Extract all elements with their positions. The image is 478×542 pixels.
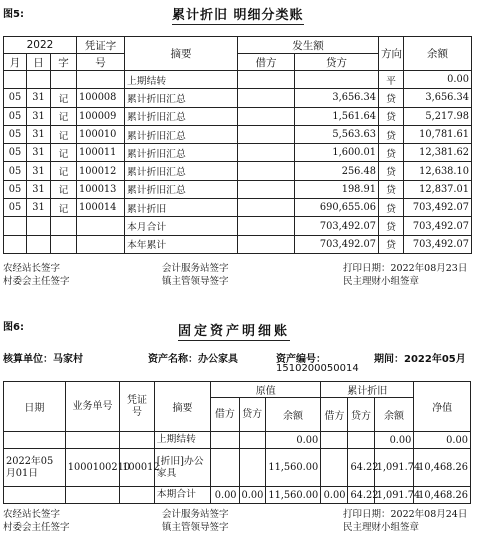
header-balance: 余额 xyxy=(404,37,472,71)
header-accum-credit: 贷方 xyxy=(348,398,374,432)
cell-bal: 12,638.10 xyxy=(404,162,472,180)
header-credit: 贷方 xyxy=(295,54,379,71)
depreciation-ledger-table xyxy=(3,36,472,254)
table-row xyxy=(4,235,472,253)
table-row xyxy=(4,89,472,107)
header-debit: 借方 xyxy=(238,54,295,71)
cell-o-b: 11,560.00 xyxy=(265,449,321,487)
table-row xyxy=(4,449,471,487)
table-row xyxy=(4,487,471,504)
cell-no xyxy=(77,235,125,253)
cell-biz xyxy=(65,432,119,449)
cell-bal: 12,381.62 xyxy=(404,144,472,162)
cell-o-c xyxy=(239,432,265,449)
header-summary-2: 摘要 xyxy=(154,382,211,432)
cell-bal: 0.00 xyxy=(404,71,472,89)
cell-net: 10,468.26 xyxy=(414,449,471,487)
footer-signatures-left xyxy=(3,262,70,288)
table-row xyxy=(4,144,472,162)
cell-a-d: 0.00 xyxy=(321,487,348,504)
footer2-accounting-station: 会计服务站签字 xyxy=(162,509,229,520)
cell-d xyxy=(27,71,51,89)
cell-net: 0.00 xyxy=(414,432,471,449)
cell-summary: 上期结转 xyxy=(154,432,211,449)
cell-dir: 贷 xyxy=(379,180,404,198)
cell-d xyxy=(27,217,51,235)
cell-no: 100009 xyxy=(77,107,125,125)
footer-finance-group: 民主理财小组签章 xyxy=(343,276,420,287)
cell-zi: 记 xyxy=(51,89,77,107)
footer2-print-date: 打印日期：2022年08月24日 xyxy=(343,509,468,520)
header-original-value: 原值 xyxy=(211,382,321,398)
cell-dir: 贷 xyxy=(379,125,404,143)
cell-date xyxy=(4,487,66,504)
cell-net: 10,468.26 xyxy=(414,487,471,504)
cell-bal: 703,492.07 xyxy=(404,235,472,253)
cell-m xyxy=(4,217,27,235)
footer-accounting-station: 会计服务站签字 xyxy=(162,263,229,274)
cell-summary: 本期合计 xyxy=(154,487,211,504)
cell-debit xyxy=(238,199,295,217)
header-biz-no: 业务单号 xyxy=(65,382,119,432)
cell-credit: 3,656.34 xyxy=(295,89,379,107)
cell-zi xyxy=(51,217,77,235)
cell-summary: 累计折旧汇总 xyxy=(125,162,238,180)
cell-d: 31 xyxy=(27,89,51,107)
cell-d: 31 xyxy=(27,144,51,162)
cell-bal: 12,837.01 xyxy=(404,180,472,198)
figure-label-2: 图6: xyxy=(3,322,24,333)
cell-debit xyxy=(238,180,295,198)
info-asset-name: 资产名称：办公家具 xyxy=(148,354,238,365)
cell-o-c: 0.00 xyxy=(239,487,265,504)
cell-m: 05 xyxy=(4,125,27,143)
header-voucher: 凭证字 xyxy=(77,37,125,54)
cell-debit xyxy=(238,235,295,253)
table-row xyxy=(4,180,472,198)
cell-summary: 累计折旧汇总 xyxy=(125,125,238,143)
cell-no: 100014 xyxy=(77,199,125,217)
cell-dir: 贷 xyxy=(379,199,404,217)
fixed-asset-ledger-table xyxy=(3,381,471,504)
footer2-town-leader: 镇主管领导签字 xyxy=(162,522,229,533)
cell-biz: 1000100210 xyxy=(65,449,119,487)
cell-a-c: 64.22 xyxy=(348,487,374,504)
cell-date xyxy=(4,432,66,449)
header-direction: 方向 xyxy=(379,37,404,71)
cell-summary: 本月合计 xyxy=(125,217,238,235)
cell-zi: 记 xyxy=(51,162,77,180)
cell-debit xyxy=(238,144,295,162)
cell-m: 05 xyxy=(4,180,27,198)
cell-credit: 198.91 xyxy=(295,180,379,198)
cell-zi: 记 xyxy=(51,144,77,162)
header-day: 日 xyxy=(27,54,51,71)
cell-summary: 累计折旧汇总 xyxy=(125,180,238,198)
cell-a-b: 0.00 xyxy=(374,432,414,449)
figure-label: 图5: xyxy=(3,9,24,20)
cell-credit: 703,492.07 xyxy=(295,217,379,235)
cell-biz xyxy=(65,487,119,504)
cell-dir: 贷 xyxy=(379,217,404,235)
footer-signatures-right xyxy=(343,262,467,288)
footer2-signatures-middle xyxy=(162,508,229,534)
cell-d: 31 xyxy=(27,107,51,125)
info-asset-no: 1510200050014 xyxy=(276,363,359,374)
cell-vou: 100012 xyxy=(120,449,155,487)
header-orig-balance: 余额 xyxy=(265,398,321,432)
cell-dir: 贷 xyxy=(379,89,404,107)
footer2-signatures-right xyxy=(343,508,467,534)
cell-o-b: 0.00 xyxy=(265,432,321,449)
cell-summary: 累计折旧汇总 xyxy=(125,144,238,162)
table-row xyxy=(4,162,472,180)
cell-summary: 累计折旧汇总 xyxy=(125,107,238,125)
footer2-village-director: 村委会主任签字 xyxy=(3,522,70,533)
cell-zi: 记 xyxy=(51,180,77,198)
cell-debit xyxy=(238,71,295,89)
cell-no: 100008 xyxy=(77,89,125,107)
ledger-title: 累计折旧 明细分类账 xyxy=(172,4,304,25)
cell-o-d xyxy=(211,449,239,487)
cell-dir: 贷 xyxy=(379,107,404,125)
cell-no xyxy=(77,217,125,235)
asset-ledger-title: 固定资产明细账 xyxy=(178,320,290,341)
cell-credit: 1,600.01 xyxy=(295,144,379,162)
table-row xyxy=(4,199,472,217)
footer2-station-chief: 农经站长签字 xyxy=(3,509,61,520)
table-row xyxy=(4,217,472,235)
cell-debit xyxy=(238,125,295,143)
cell-debit xyxy=(238,107,295,125)
header-month: 月 xyxy=(4,54,27,71)
cell-credit xyxy=(295,71,379,89)
cell-m: 05 xyxy=(4,162,27,180)
cell-o-d: 0.00 xyxy=(211,487,239,504)
footer-town-leader: 镇主管领导签字 xyxy=(162,276,229,287)
header-accum-balance: 余额 xyxy=(374,398,414,432)
cell-a-d xyxy=(321,432,348,449)
cell-vou xyxy=(120,432,155,449)
cell-d: 31 xyxy=(27,125,51,143)
cell-d: 31 xyxy=(27,180,51,198)
cell-zi: 记 xyxy=(51,199,77,217)
cell-no: 100011 xyxy=(77,144,125,162)
cell-d: 31 xyxy=(27,199,51,217)
cell-zi xyxy=(51,235,77,253)
header-accum-depreciation: 累计折旧 xyxy=(321,382,414,398)
cell-summary: 上期结转 xyxy=(125,71,238,89)
cell-bal: 3,656.34 xyxy=(404,89,472,107)
cell-dir: 贷 xyxy=(379,144,404,162)
cell-zi: 记 xyxy=(51,125,77,143)
cell-o-b: 11,560.00 xyxy=(265,487,321,504)
cell-no: 100012 xyxy=(77,162,125,180)
cell-m: 05 xyxy=(4,107,27,125)
cell-no: 100010 xyxy=(77,125,125,143)
cell-debit xyxy=(238,162,295,180)
cell-summary: 累计折旧汇总 xyxy=(125,89,238,107)
cell-a-b: 1,091.74 xyxy=(374,487,414,504)
table-row xyxy=(4,432,471,449)
cell-bal: 703,492.07 xyxy=(404,217,472,235)
cell-credit: 256.48 xyxy=(295,162,379,180)
cell-d: 31 xyxy=(27,162,51,180)
cell-bal: 703,492.07 xyxy=(404,199,472,217)
cell-summary: 累计折旧 xyxy=(125,199,238,217)
table-row xyxy=(4,71,472,89)
cell-no: 100013 xyxy=(77,180,125,198)
cell-summary: [折旧]办公家具 xyxy=(154,449,211,487)
footer2-signatures-left xyxy=(3,508,70,534)
cell-m: 05 xyxy=(4,199,27,217)
table-row xyxy=(4,125,472,143)
info-period: 期间：2022年05月 xyxy=(374,354,466,365)
cell-debit xyxy=(238,89,295,107)
footer-signatures-middle xyxy=(162,262,229,288)
header-summary: 摘要 xyxy=(125,37,238,71)
cell-a-c: 64.22 xyxy=(348,449,374,487)
cell-o-d xyxy=(211,432,239,449)
header-orig-credit: 贷方 xyxy=(239,398,265,432)
header-net-value: 净值 xyxy=(414,382,471,432)
cell-m xyxy=(4,71,27,89)
cell-summary: 本年累计 xyxy=(125,235,238,253)
cell-credit: 690,655.06 xyxy=(295,199,379,217)
cell-debit xyxy=(238,217,295,235)
cell-bal: 10,781.61 xyxy=(404,125,472,143)
cell-no xyxy=(77,71,125,89)
cell-m: 05 xyxy=(4,89,27,107)
cell-zi xyxy=(51,71,77,89)
cell-credit: 703,492.07 xyxy=(295,235,379,253)
footer-station-chief: 农经站长签字 xyxy=(3,263,61,274)
cell-m xyxy=(4,235,27,253)
header-date: 日期 xyxy=(4,382,66,432)
cell-a-c xyxy=(348,432,374,449)
cell-vou xyxy=(120,487,155,504)
footer-print-date: 打印日期：2022年08月23日 xyxy=(343,263,468,274)
info-asset-no-label: 资产编号： xyxy=(276,354,326,365)
table-row xyxy=(4,107,472,125)
header-voucher-no: 凭证号 xyxy=(120,382,155,432)
cell-o-c xyxy=(239,449,265,487)
cell-credit: 5,563.63 xyxy=(295,125,379,143)
cell-date: 2022年05月01日 xyxy=(4,449,66,487)
cell-m: 05 xyxy=(4,144,27,162)
header-year: 2022 xyxy=(4,37,77,54)
cell-dir: 平 xyxy=(379,71,404,89)
footer-village-director: 村委会主任签字 xyxy=(3,276,70,287)
cell-a-d xyxy=(321,449,348,487)
cell-d xyxy=(27,235,51,253)
cell-dir: 贷 xyxy=(379,162,404,180)
header-accum-debit: 借方 xyxy=(321,398,348,432)
header-orig-debit: 借方 xyxy=(211,398,239,432)
cell-bal: 5,217.98 xyxy=(404,107,472,125)
header-zi: 字 xyxy=(51,54,77,71)
footer2-finance-group: 民主理财小组签章 xyxy=(343,522,420,533)
cell-dir: 贷 xyxy=(379,235,404,253)
header-amount: 发生额 xyxy=(238,37,379,54)
info-unit: 核算单位：马家村 xyxy=(3,354,83,365)
cell-a-b: 1,091.74 xyxy=(374,449,414,487)
header-number: 号 xyxy=(77,54,125,71)
cell-zi: 记 xyxy=(51,107,77,125)
cell-credit: 1,561.64 xyxy=(295,107,379,125)
